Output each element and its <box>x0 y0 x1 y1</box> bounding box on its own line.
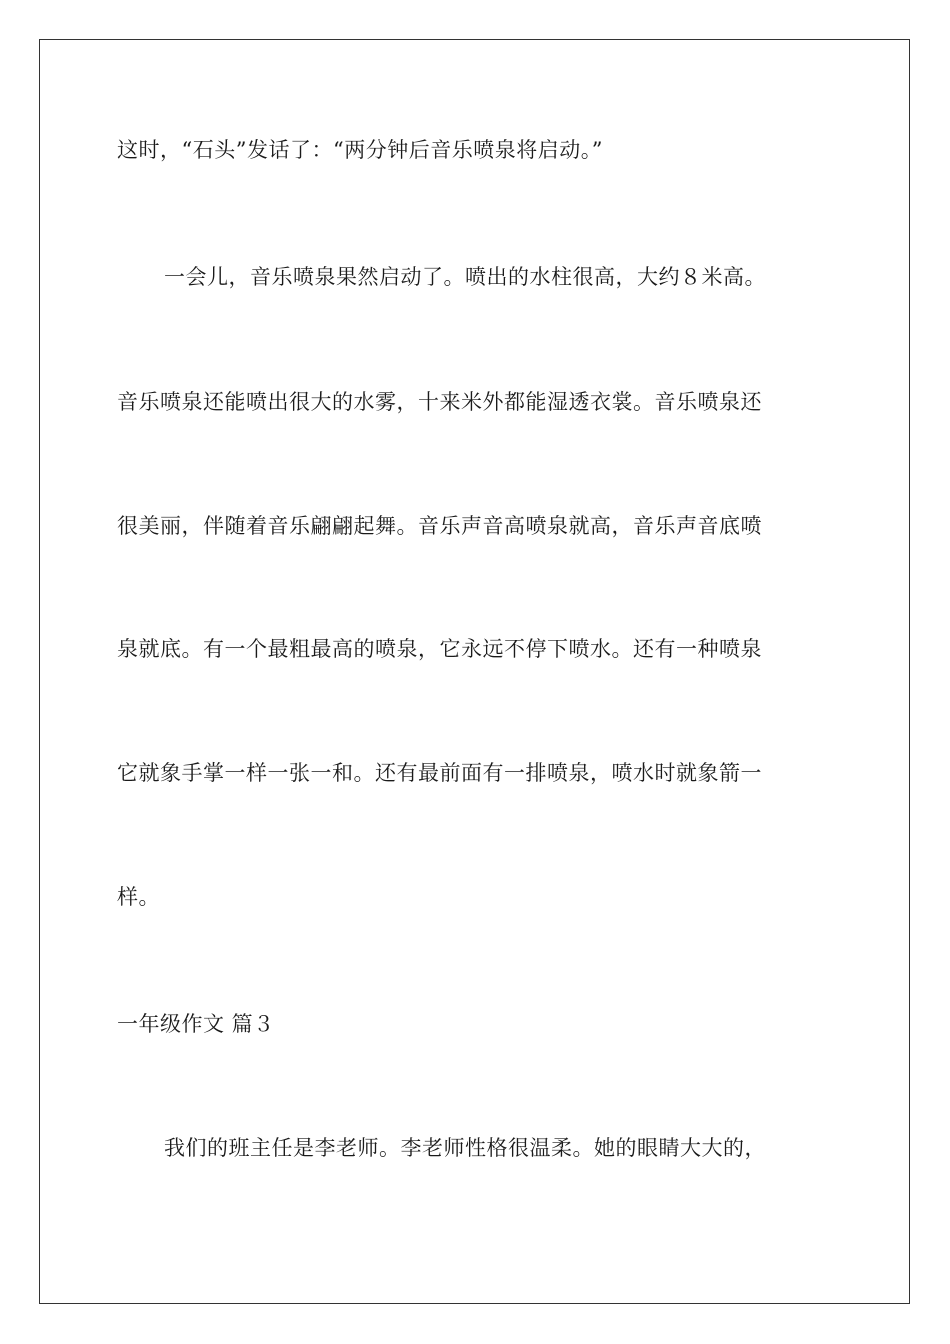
text-line: 样。 <box>117 885 160 909</box>
page-border <box>39 39 910 1304</box>
text-line: 很美丽，伴随着音乐翩翩起舞。音乐声音高喷泉就高，音乐声音底喷 <box>117 514 762 538</box>
text-line: 它就象手掌一样一张一和。还有最前面有一排喷泉，喷水时就象箭一 <box>117 761 762 785</box>
paragraph-start-line: 我们的班主任是李老师。李老师性格很温柔。她的眼睛大大的， <box>164 1136 766 1160</box>
section-heading: 一年级作文 篇３ <box>117 1012 275 1036</box>
text-line: 音乐喷泉还能喷出很大的水雾，十来米外都能湿透衣裳。音乐喷泉还 <box>117 390 762 414</box>
text-line: 泉就底。有一个最粗最高的喷泉，它永远不停下喷水。还有一种喷泉 <box>117 637 762 661</box>
paragraph-start-line: 一会儿，音乐喷泉果然启动了。喷出的水柱很高，大约８米高。 <box>164 265 766 289</box>
text-line: 这时，“石头”发话了：“两分钟后音乐喷泉将启动。” <box>117 138 603 162</box>
